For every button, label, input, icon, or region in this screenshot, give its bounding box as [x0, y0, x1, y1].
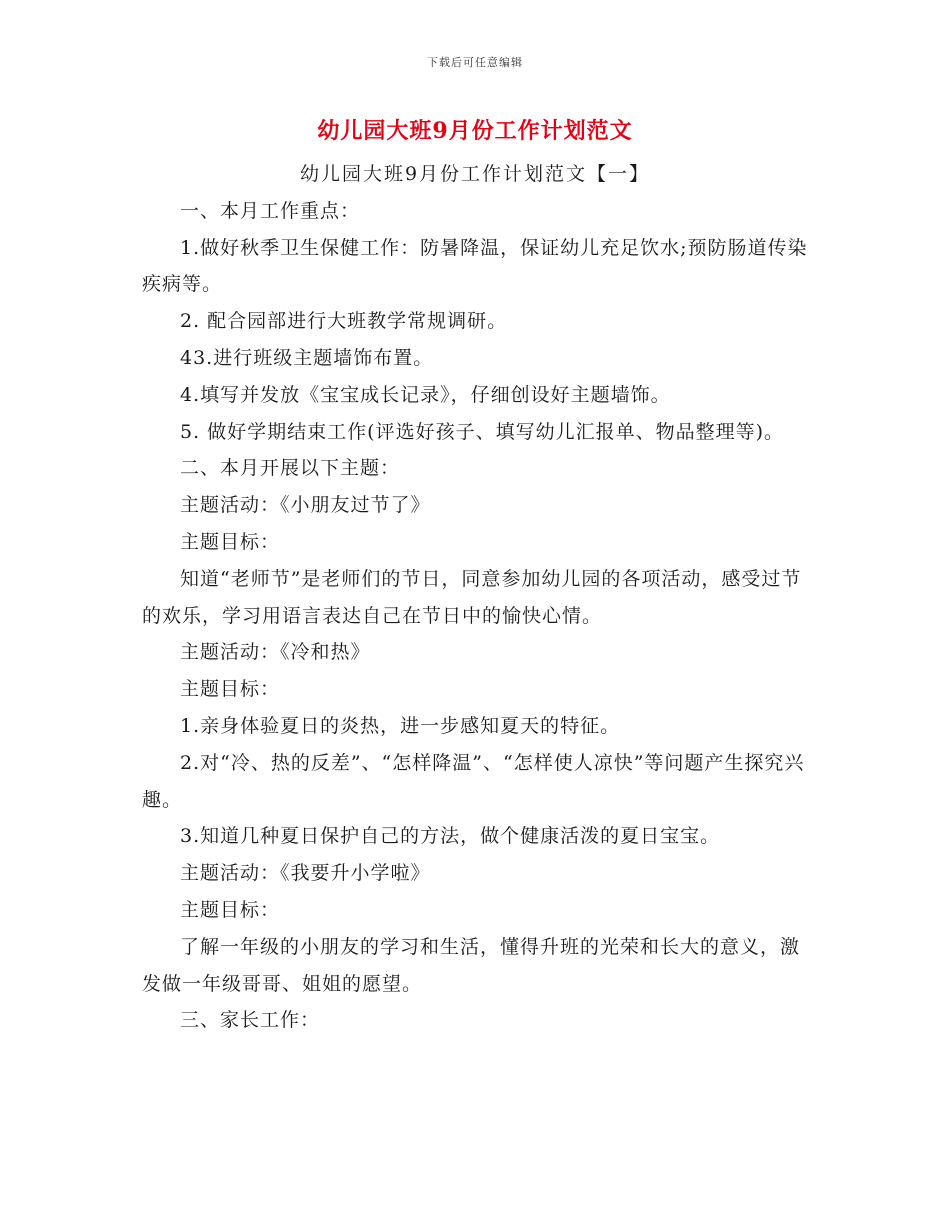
section-heading: 一、本月工作重点：: [180, 199, 361, 222]
paragraph: 1.亲身体验夏日的炎热，进一步感知夏天的特征。: [180, 714, 621, 737]
section-heading: 三、家长工作：: [180, 1009, 321, 1032]
section-subtitle: 幼儿园大班9月份工作计划范文【一】: [299, 163, 651, 185]
paragraph: 主题活动：《冷和热》: [180, 641, 371, 664]
paragraph: 2. 配合园部进行大班教学常规调研。: [180, 310, 508, 333]
paragraph: 主题目标：: [180, 678, 281, 701]
paragraph: 知道“老师节”是老师们的节日，同意参加幼儿园的各项活动，感受过节的欢乐，学习用语言表达自己在节日中的愉快心情。: [142, 567, 802, 627]
document-title: 幼儿园大班9月份工作计划范文: [317, 118, 633, 144]
paragraph: 5. 做好学期结束工作(评选好孩子、填写幼儿汇报单、物品整理等)。: [180, 420, 784, 443]
paragraph: 了解一年级的小朋友的学习和生活，懂得升班的光荣和长大的意义，激发做一年级哥哥、姐姐的愿望。: [142, 935, 801, 995]
paragraph: 主题活动：《我要升小学啦》: [180, 862, 431, 885]
paragraph: 2.对“冷、热的反差”、“怎样降温”、“怎样使人凉快”等问题产生探究兴趣。: [142, 751, 805, 811]
paragraph: 主题目标：: [180, 898, 281, 921]
document-body: [142, 156, 808, 1039]
section-heading: 二、本月开展以下主题：: [180, 457, 401, 480]
paragraph: 43.进行班级主题墙饰布置。: [180, 346, 434, 369]
paragraph: 主题目标：: [180, 530, 281, 553]
paragraph: 4.填写并发放《宝宝成长记录》，仔细创设好主题墙饰。: [180, 383, 671, 406]
paragraph: 3.知道几种夏日保护自己的方法，做个健康活泼的夏日宝宝。: [180, 825, 721, 848]
header-note: 下载后可任意编辑: [427, 56, 523, 69]
paragraph: 1.做好秋季卫生保健工作：防暑降温，保证幼儿充足饮水;预防肠道传染疾病等。: [142, 236, 808, 296]
paragraph: 主题活动：《小朋友过节了》: [180, 494, 431, 517]
